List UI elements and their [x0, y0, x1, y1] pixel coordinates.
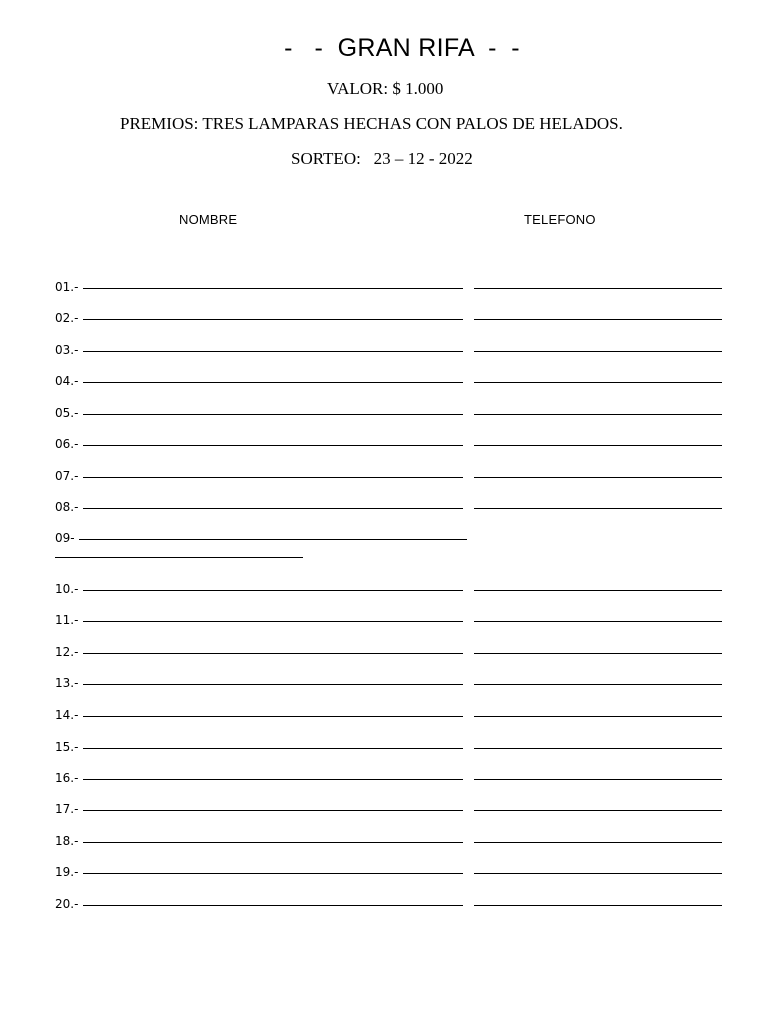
name-line[interactable]: [83, 445, 463, 446]
row-number: 10.-: [55, 582, 79, 596]
column-header-phone: TELEFONO: [524, 212, 596, 227]
phone-line[interactable]: [474, 382, 722, 383]
row-number: 14.-: [55, 708, 79, 722]
phone-line[interactable]: [474, 779, 722, 780]
name-line[interactable]: [83, 716, 463, 717]
name-line[interactable]: [83, 748, 463, 749]
phone-line[interactable]: [474, 748, 722, 749]
row-number: 20.-: [55, 897, 79, 911]
row-number: 12.-: [55, 645, 79, 659]
row-number: 07.-: [55, 469, 79, 483]
row-number: 08.-: [55, 500, 79, 514]
name-line[interactable]: [83, 319, 463, 320]
phone-line[interactable]: [474, 590, 722, 591]
phone-line[interactable]: [474, 905, 722, 906]
phone-line[interactable]: [474, 508, 722, 509]
phone-line[interactable]: [474, 716, 722, 717]
name-line[interactable]: [83, 905, 463, 906]
row-number: 17.-: [55, 802, 79, 816]
phone-line[interactable]: [474, 684, 722, 685]
name-line[interactable]: [83, 477, 463, 478]
name-line[interactable]: [83, 288, 463, 289]
name-line[interactable]: [83, 810, 463, 811]
row-number: 11.-: [55, 613, 79, 627]
name-line-continuation[interactable]: [55, 557, 303, 558]
row-number: 16.-: [55, 771, 79, 785]
name-line[interactable]: [83, 684, 463, 685]
row-number: 05.-: [55, 406, 79, 420]
phone-line[interactable]: [474, 288, 722, 289]
name-line[interactable]: [83, 414, 463, 415]
phone-line[interactable]: [474, 477, 722, 478]
row-number: 02.-: [55, 311, 79, 325]
row-number: 13.-: [55, 676, 79, 690]
phone-line[interactable]: [474, 351, 722, 352]
phone-line[interactable]: [474, 842, 722, 843]
name-line[interactable]: [83, 590, 463, 591]
name-line[interactable]: [83, 842, 463, 843]
draw-date-line: SORTEO: 23 – 12 - 2022: [291, 149, 473, 168]
name-line[interactable]: [83, 873, 463, 874]
phone-line[interactable]: [474, 445, 722, 446]
row-number: 04.-: [55, 374, 79, 388]
name-line[interactable]: [83, 779, 463, 780]
name-line[interactable]: [83, 508, 463, 509]
name-line[interactable]: [83, 351, 463, 352]
row-number: 15.-: [55, 740, 79, 754]
phone-line[interactable]: [474, 621, 722, 622]
raffle-title: - - GRAN RIFA - -: [284, 34, 520, 62]
name-line[interactable]: [79, 539, 467, 540]
row-number: 18.-: [55, 834, 79, 848]
name-line[interactable]: [83, 621, 463, 622]
phone-line[interactable]: [474, 319, 722, 320]
row-number: 03.-: [55, 343, 79, 357]
row-number: 06.-: [55, 437, 79, 451]
name-line[interactable]: [83, 653, 463, 654]
prizes-line: PREMIOS: TRES LAMPARAS HECHAS CON PALOS DE HELADOS.: [120, 114, 623, 133]
phone-line[interactable]: [474, 414, 722, 415]
phone-line[interactable]: [474, 873, 722, 874]
column-header-name: NOMBRE: [179, 212, 238, 227]
phone-line[interactable]: [474, 810, 722, 811]
row-number: 19.-: [55, 865, 79, 879]
phone-line[interactable]: [474, 653, 722, 654]
row-number: 01.-: [55, 280, 79, 294]
name-line[interactable]: [83, 382, 463, 383]
row-number: 09-: [55, 531, 75, 545]
ticket-price: VALOR: $ 1.000: [327, 79, 444, 98]
